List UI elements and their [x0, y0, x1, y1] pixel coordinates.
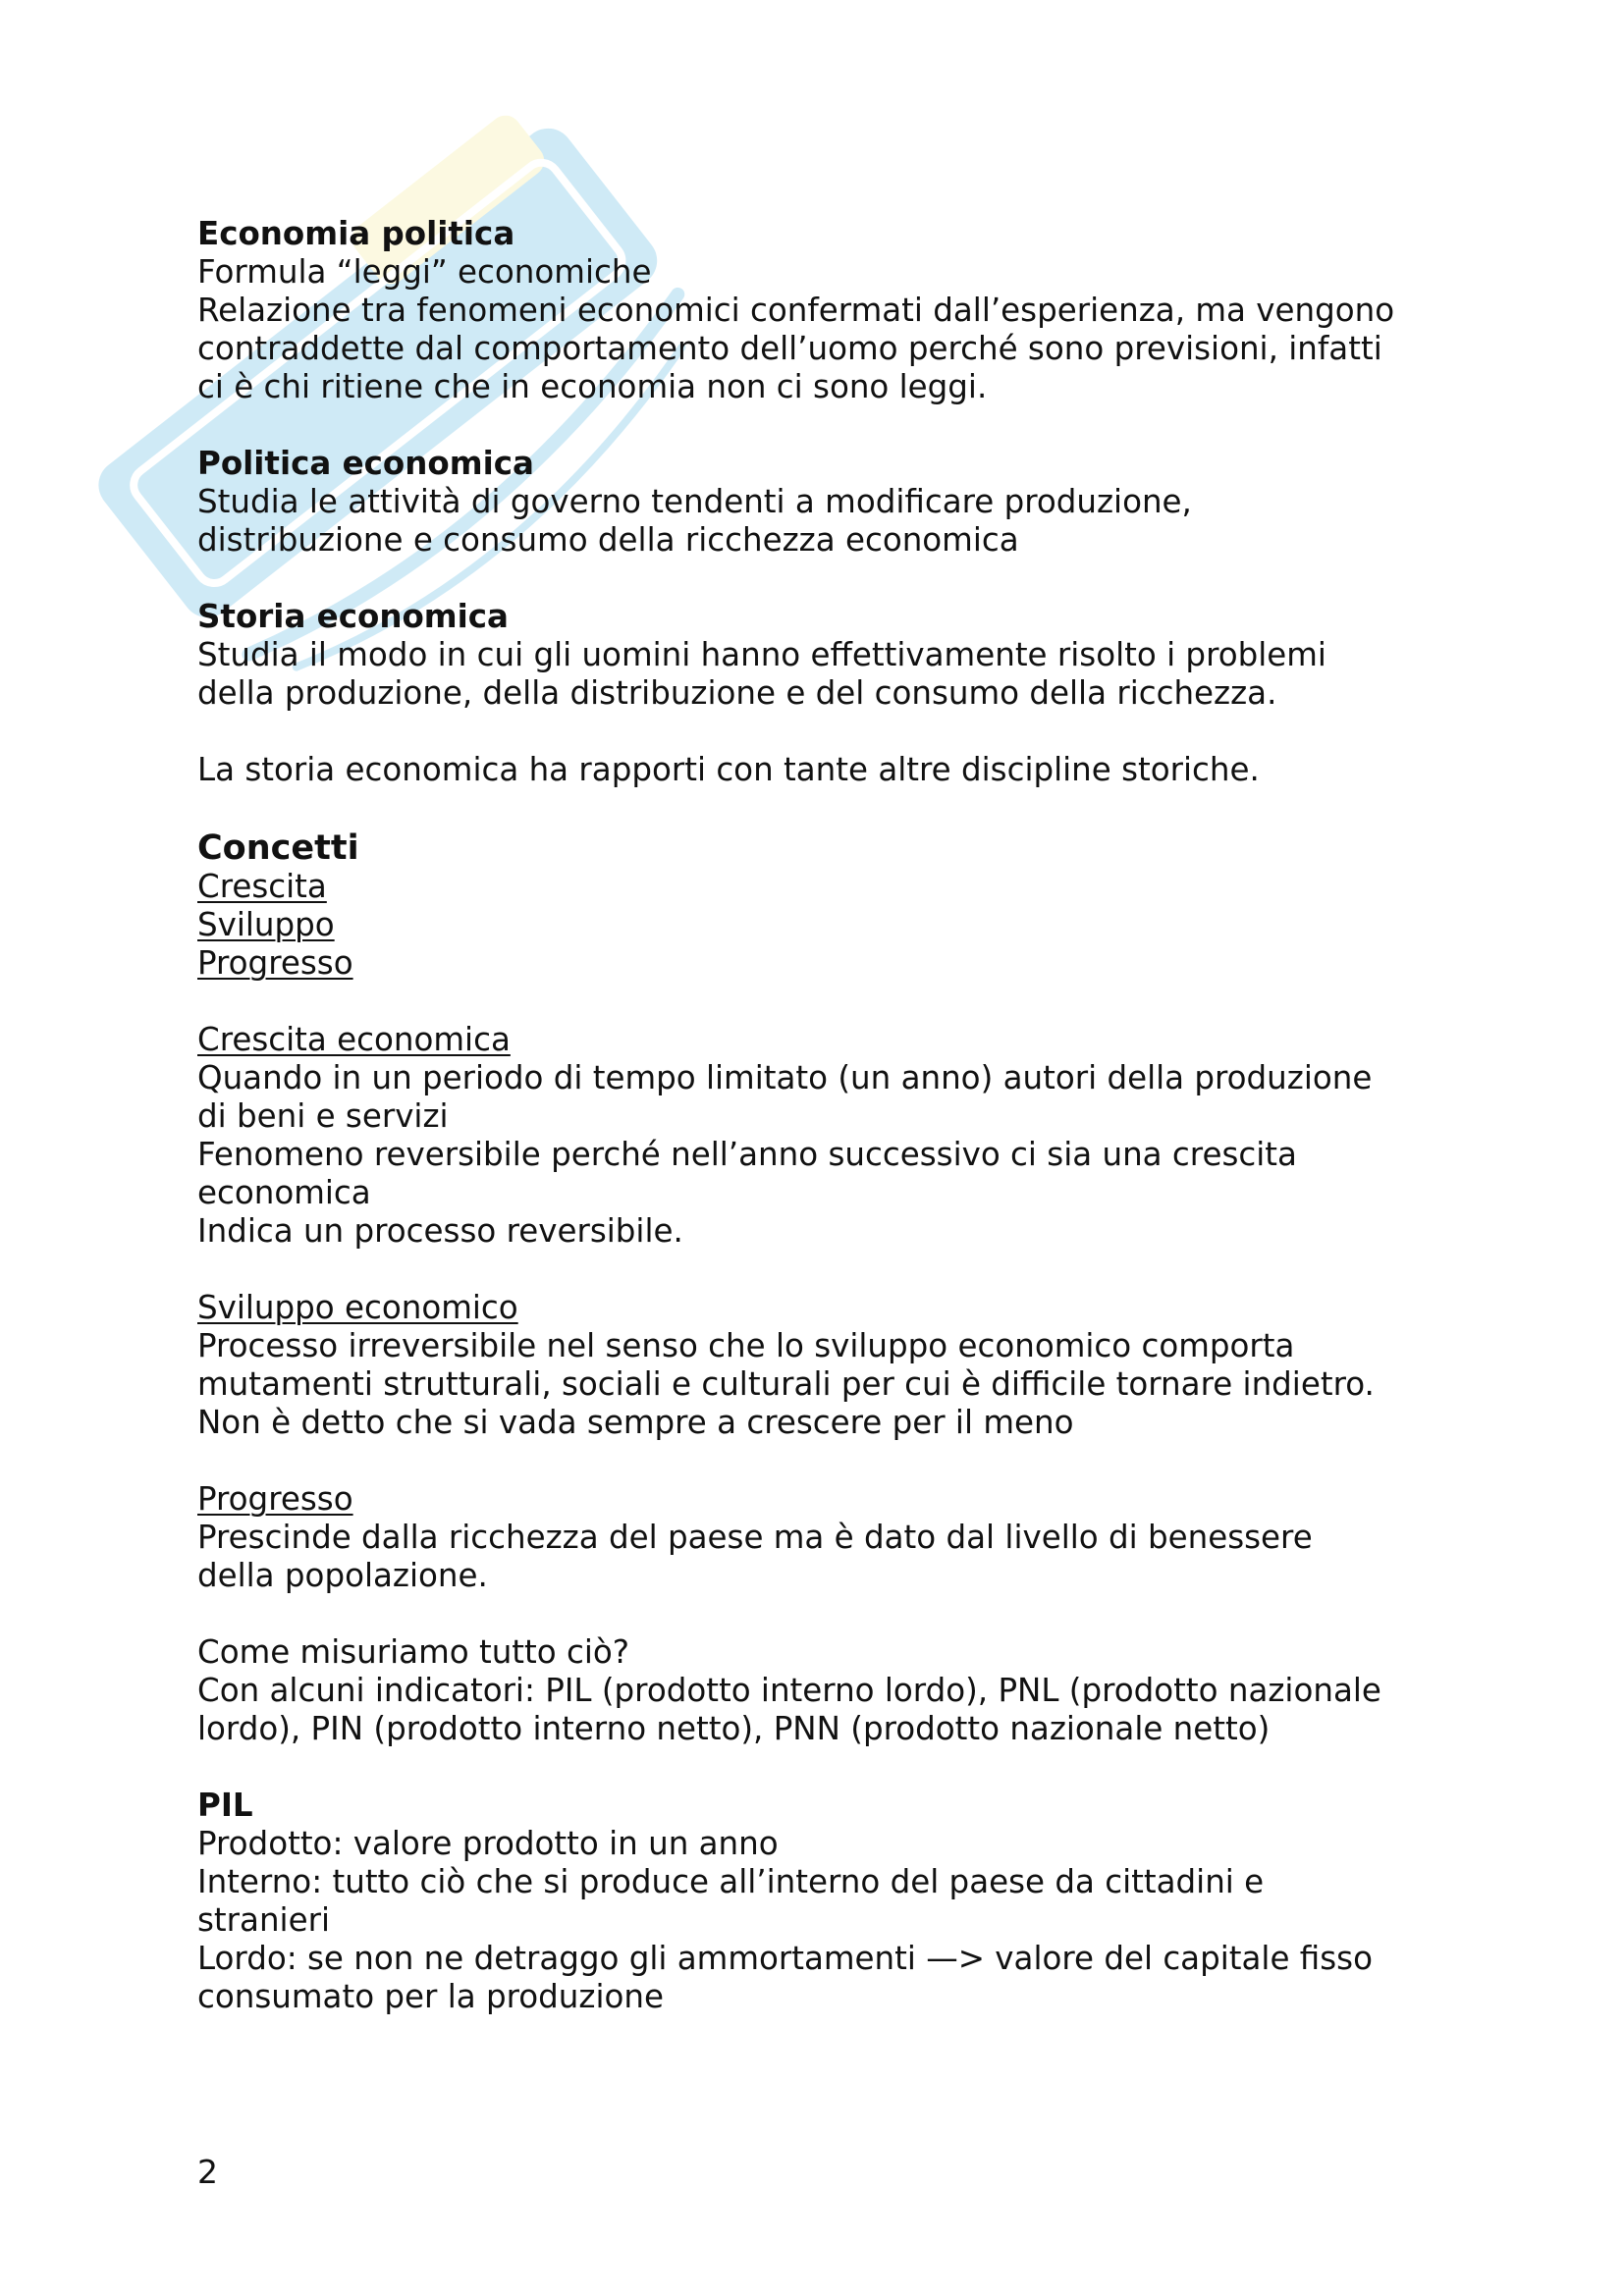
concept-item: Progresso	[197, 944, 353, 982]
text-line: Studia il modo in cui gli uomini hanno effettivamente risolto i problemi	[197, 636, 1326, 673]
spacer	[197, 789, 1444, 828]
spacer	[197, 713, 1444, 751]
text-line: Non è detto che si vada sempre a crescere per il meno	[197, 1404, 1074, 1441]
subheading-progresso: Progresso	[197, 1480, 353, 1518]
spacer	[197, 560, 1444, 598]
spacer	[197, 1442, 1444, 1480]
text-line: Interno: tutto ciò che si produce all’interno del paese da cittadini e	[197, 1863, 1265, 1900]
heading-economia-politica: Economia politica	[197, 215, 515, 252]
text-line: consumato per la produzione	[197, 1978, 664, 2015]
concept-item: Sviluppo	[197, 906, 335, 943]
heading-storia-economica: Storia economica	[197, 598, 509, 635]
text-line: Formula “leggi” economiche	[197, 253, 652, 291]
text-line: lordo), PIN (prodotto interno netto), PNN (prodotto nazionale netto)	[197, 1710, 1271, 1747]
heading-pil: PIL	[197, 1787, 253, 1824]
subheading-crescita-economica: Crescita economica	[197, 1021, 511, 1058]
text-line: stranieri	[197, 1901, 330, 1939]
concept-item: Crescita	[197, 868, 327, 905]
text-line: distribuzione e consumo della ricchezza economica	[197, 521, 1019, 559]
text-line: della produzione, della distribuzione e del consumo della ricchezza.	[197, 674, 1277, 712]
text-line: Quando in un periodo di tempo limitato (un anno) autori della produzione	[197, 1059, 1373, 1096]
document-body	[197, 215, 1444, 2016]
text-line: Prodotto: valore prodotto in un anno	[197, 1825, 779, 1862]
heading-politica-economica: Politica economica	[197, 445, 534, 482]
text-line: La storia economica ha rapporti con tante altre discipline storiche.	[197, 751, 1260, 788]
text-line: Processo irreversibile nel senso che lo sviluppo economico comporta	[197, 1327, 1295, 1364]
text-line: Come misuriamo tutto ciò?	[197, 1633, 630, 1671]
subheading-sviluppo-economico: Sviluppo economico	[197, 1289, 518, 1326]
spacer	[197, 1748, 1444, 1787]
spacer	[197, 983, 1444, 1021]
text-line: Lordo: se non ne detraggo gli ammortamenti —> valore del capitale fisso	[197, 1940, 1373, 1977]
spacer	[197, 406, 1444, 445]
text-line: Indica un processo reversibile.	[197, 1212, 683, 1250]
heading-concetti: Concetti	[197, 828, 359, 868]
text-line: mutamenti strutturali, sociali e culturali per cui è difficile tornare indietro.	[197, 1365, 1375, 1403]
text-line: ci è chi ritiene che in economia non ci sono leggi.	[197, 368, 988, 405]
page-number: 2	[197, 2153, 218, 2191]
text-line: economica	[197, 1174, 371, 1211]
spacer	[197, 1251, 1444, 1289]
text-line: della popolazione.	[197, 1557, 488, 1594]
text-line: Prescinde dalla ricchezza del paese ma è dato dal livello di benessere	[197, 1519, 1313, 1556]
text-line: Fenomeno reversibile perché nell’anno successivo ci sia una crescita	[197, 1136, 1297, 1173]
spacer	[197, 1595, 1444, 1633]
text-line: Relazione tra fenomeni economici confermati dall’esperienza, ma vengono	[197, 292, 1395, 329]
text-line: di beni e servizi	[197, 1097, 449, 1135]
text-line: Con alcuni indicatori: PIL (prodotto interno lordo), PNL (prodotto nazionale	[197, 1672, 1381, 1709]
text-line: contraddette dal comportamento dell’uomo perché sono previsioni, infatti	[197, 330, 1382, 367]
text-line: Studia le attività di governo tendenti a modificare produzione,	[197, 483, 1192, 520]
